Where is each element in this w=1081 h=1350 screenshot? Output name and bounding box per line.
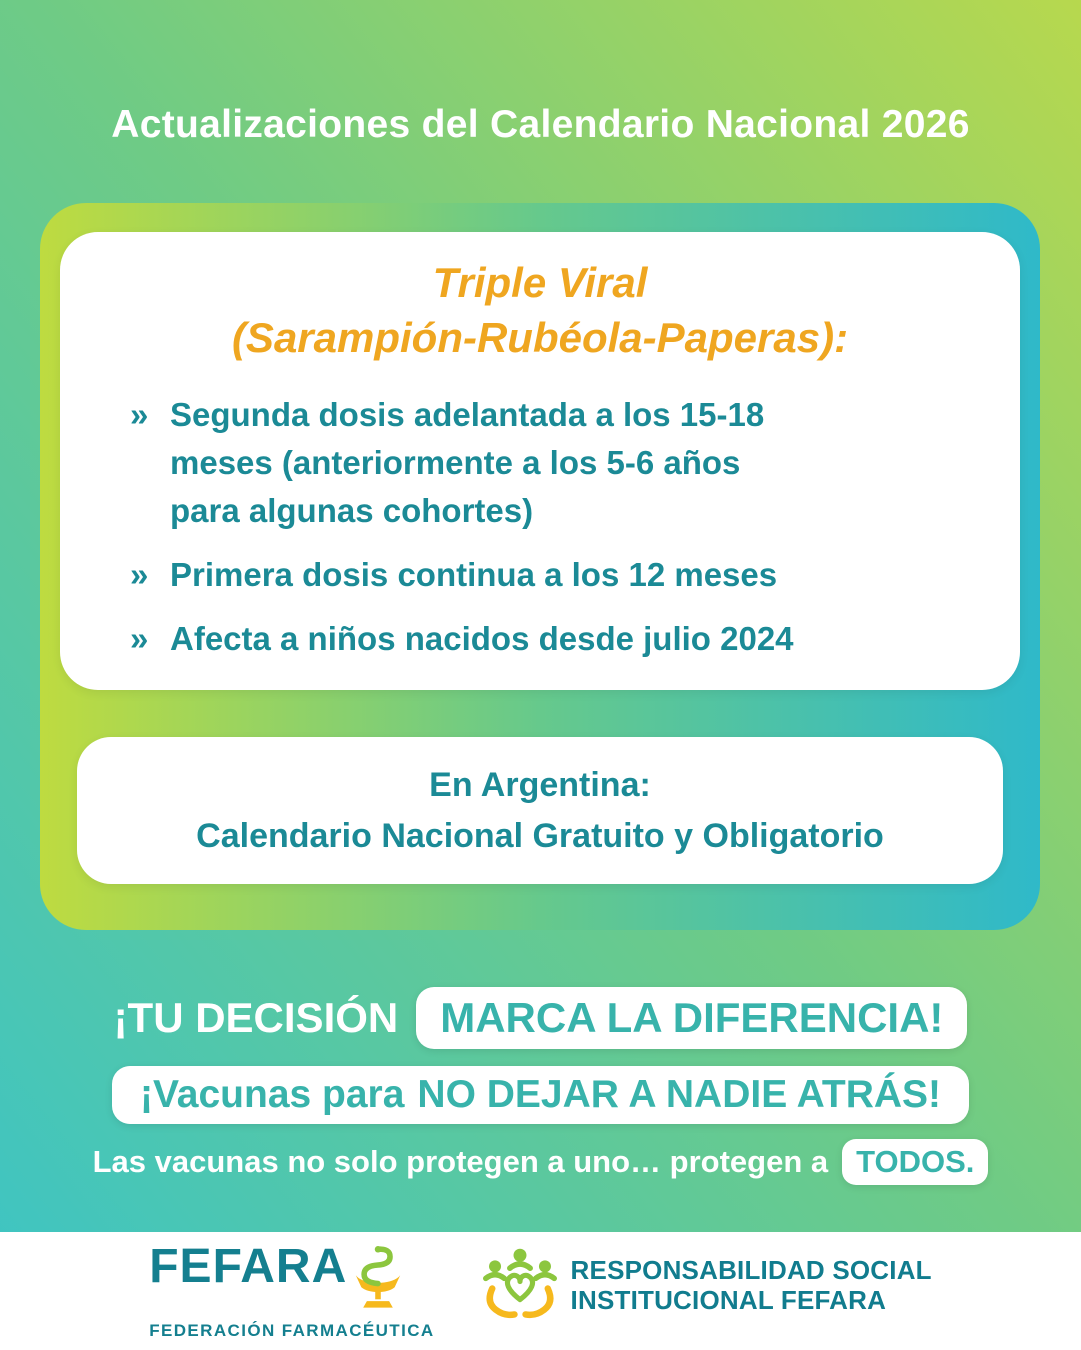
- rsi-logo: [481, 1246, 932, 1325]
- bullet-text: Primera dosis continua a los 12 meses: [170, 555, 778, 593]
- triple-viral-heading: [60, 256, 1020, 365]
- bullet-marker: »: [130, 619, 149, 657]
- slogan-vaccines-regular: ¡Vacunas para: [139, 1073, 405, 1116]
- fefara-wordmark-row: [149, 1240, 434, 1317]
- footer-bar: [0, 1232, 1081, 1350]
- slogan-protect-row: [0, 1133, 1081, 1191]
- slogan-decision-pill: MARCA LA DIFERENCIA!: [416, 987, 967, 1049]
- bullet-item-afecta-ninos: [130, 615, 1020, 663]
- community-hands-heart-icon: [481, 1246, 559, 1325]
- rsi-text-line1: RESPONSABILIDAD SOCIAL: [570, 1255, 932, 1286]
- page-title: Actualizaciones del Calendario Nacional 2026: [111, 103, 970, 146]
- rsi-text-line2: INSTITUCIONAL FEFARA: [570, 1284, 887, 1315]
- gradient-panel: [40, 203, 1040, 930]
- bullet-marker: »: [130, 555, 149, 593]
- argentina-card: [77, 737, 1003, 884]
- argentina-card-line1: En Argentina:: [429, 765, 651, 804]
- bullet-marker: »: [130, 396, 149, 434]
- triple-viral-card: [60, 232, 1020, 690]
- rsi-text: [571, 1256, 932, 1314]
- bullet-item-primera-dosis: [130, 551, 1020, 599]
- slogan-vaccines-row: [0, 1063, 1081, 1127]
- argentina-card-line2: Calendario Nacional Gratuito y Obligatorio: [196, 816, 884, 855]
- slogan-protect-text: Las vacunas no solo protegen a uno… protegen a: [92, 1144, 829, 1179]
- triple-viral-heading-line1: Triple Viral: [432, 259, 648, 306]
- bullet-item-segunda-dosis: [130, 391, 1020, 535]
- slogan-vaccines-pill: [112, 1066, 969, 1124]
- pharmacy-bowl-icon: [353, 1244, 403, 1317]
- triple-viral-heading-line2: (Sarampión-Rubéola-Paperas):: [231, 313, 849, 361]
- fefara-logo: [149, 1240, 435, 1341]
- slogan-decision-row: [0, 983, 1081, 1053]
- slogan-vaccines-bold: NO DEJAR A NADIE ATRÁS!: [417, 1073, 942, 1116]
- slogan-protect-pill: TODOS.: [842, 1139, 988, 1185]
- triple-viral-bullet-list: [130, 391, 1020, 662]
- fefara-wordmark: FEFARA: [149, 1240, 348, 1293]
- bullet-text: Segunda dosis adelantada a los 15-18 meses (anteriormente a los 5-6 años para algunas cohortes): [170, 396, 765, 529]
- fefara-subtitle: FEDERACIÓN FARMACÉUTICA: [149, 1321, 435, 1340]
- bullet-text: Afecta a niños nacidos desde julio 2024: [170, 619, 794, 657]
- slogan-decision-prefix: ¡TU DECISIÓN: [113, 994, 399, 1041]
